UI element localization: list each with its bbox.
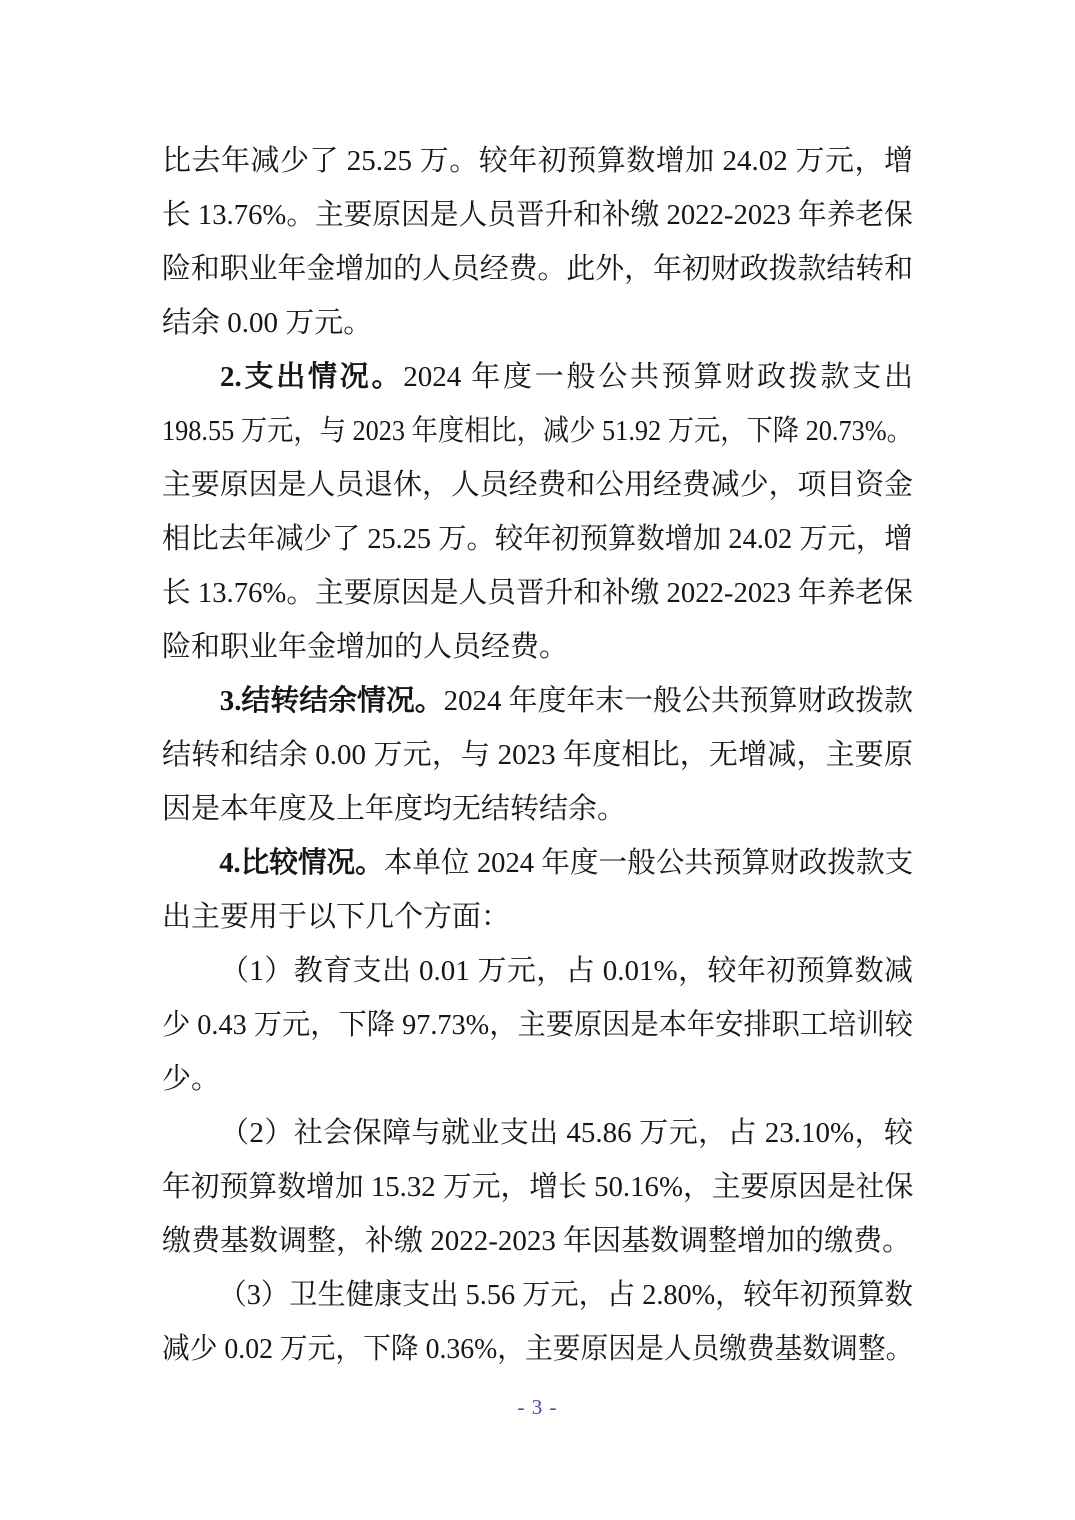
- text-line: 少 0.43 万元，下降 97.73%，主要原因是本年安排职工培训较: [162, 1009, 913, 1041]
- text-line: [162, 836, 914, 890]
- text-run: 本单位 2024 年度一般公共预算财政拨款支: [383, 847, 914, 879]
- text-line: 缴费基数调整，补缴 2022-2023 年因基数调整增加的缴费。: [162, 1225, 912, 1257]
- text-line: 结余 0.00 万元。: [162, 307, 373, 339]
- text-line: 减少 0.02 万元，下降 0.36%，主要原因是人员缴费基数调整。: [162, 1333, 914, 1365]
- text-line: 相比去年减少了 25.25 万。较年初预算数增加 24.02 万元，增: [162, 523, 913, 555]
- text-line: [162, 350, 913, 404]
- text-line: 年初预算数增加 15.32 万元，增长 50.16%，主要原因是社保: [162, 1171, 914, 1203]
- text-line: （3）卫生健康支出 5.56 万元，占 2.80%，较年初预算数: [218, 1279, 913, 1311]
- text-line: （2）社会保障与就业支出 45.86 万元，占 23.10%，较: [220, 1117, 913, 1149]
- text-line: （1）教育支出 0.01 万元，占 0.01%，较年初预算数减: [220, 955, 913, 987]
- text-line: 198.55 万元，与 2023 年度相比，减少 51.92 万元，下降 20.73%。: [162, 415, 913, 447]
- document-text: [162, 134, 913, 1376]
- page-number: - 3 -: [517, 1395, 558, 1419]
- subsection-heading: 2.支出情况。: [220, 361, 404, 393]
- text-line: 少。: [162, 1063, 221, 1095]
- text-line: 结转和结余 0.00 万元，与 2023 年度相比，无增减，主要原: [162, 739, 913, 771]
- subsection-heading: 4.比较情况。: [219, 847, 384, 879]
- text-line: 长 13.76%。主要原因是人员晋升和补缴 2022-2023 年养老保: [162, 577, 913, 609]
- text-line: 比去年减少了 25.25 万。较年初预算数增加 24.02 万元，增: [162, 145, 913, 177]
- text-run: 2024 年度年末一般公共预算财政拨款: [443, 685, 914, 717]
- text-line: 险和职业年金增加的人员经费。此外，年初财政拨款结转和: [162, 253, 914, 285]
- text-line: 出主要用于以下几个方面：: [162, 901, 511, 933]
- text-line: 长 13.76%。主要原因是人员晋升和补缴 2022-2023 年养老保: [162, 199, 913, 231]
- text-line: [162, 674, 914, 728]
- text-line: 主要原因是人员退休，人员经费和公用经费减少，项目资金: [162, 469, 914, 501]
- text-line: 险和职业年金增加的人员经费。: [162, 631, 569, 663]
- subsection-heading: 3.结转结余情况。: [219, 685, 444, 717]
- text-line: 因是本年度及上年度均无结转结余。: [162, 793, 627, 825]
- text-run: 2024 年度一般公共预算财政拨款支出: [403, 361, 913, 393]
